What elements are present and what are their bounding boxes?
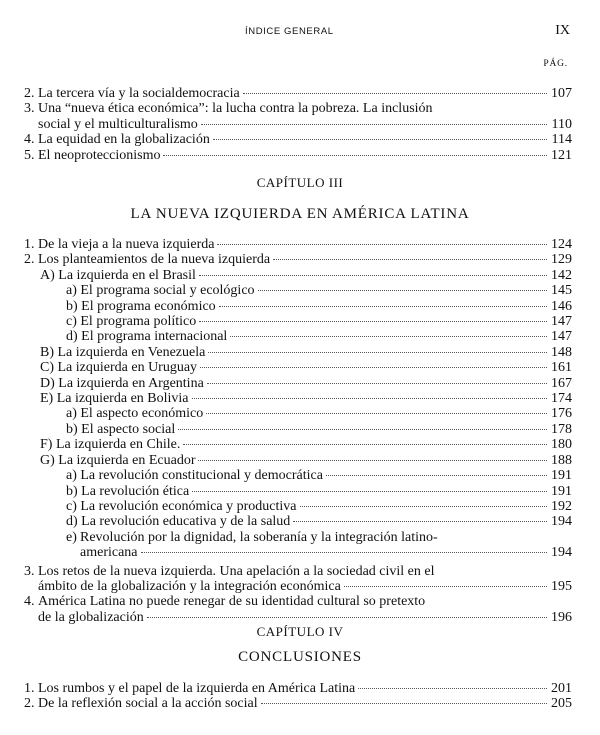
toc-entry[interactable]: d) El programa internacional 147	[66, 329, 572, 345]
toc-page-number: 196	[551, 609, 572, 625]
toc-page-number: 191	[551, 468, 572, 484]
toc-entry[interactable]: a) La revolución constitucional y democrática 191	[66, 468, 572, 484]
toc-entry[interactable]: c) La revolución económica y productiva 192	[66, 498, 572, 514]
toc-entry[interactable]: e) Revolución por la dignidad, la soberanía y la integración latino- americana 194	[66, 529, 572, 561]
chapter-title: CONCLUSIONES	[238, 649, 362, 665]
toc-page-number: 124	[551, 237, 572, 252]
toc-page-number: 194	[551, 514, 572, 530]
toc-entry[interactable]: D) La izquierda en Argentina 167	[40, 375, 572, 391]
toc-entry[interactable]: 3. Una “nueva ética económica”: la lucha contra la pobreza. La inclusión social y el multiculturalismo 110	[24, 101, 572, 132]
toc-entry[interactable]: 4. La equidad en la globalización 114	[24, 132, 572, 148]
toc-page-number: 178	[551, 421, 572, 437]
toc-page-number: 145	[551, 283, 572, 299]
toc-entry[interactable]: 3. Los retos de la nueva izquierda. Una apelación a la sociedad civil en el ámbito de la globalización y la integración económica 195	[24, 563, 572, 594]
toc-entry[interactable]: b) El aspecto social 178	[66, 421, 572, 437]
toc-page-number: 110	[551, 116, 572, 132]
toc-entry[interactable]: c) El programa político 147	[66, 314, 572, 330]
toc-entry[interactable]: 5. El neoproteccionismo 121	[24, 147, 572, 163]
page-header	[0, 23, 600, 42]
toc-page-number: 142	[551, 267, 572, 283]
toc-page-number: 121	[551, 147, 572, 163]
toc-page-number: 188	[551, 452, 572, 468]
toc-page-number: 194	[551, 545, 572, 561]
toc-entry[interactable]: 4. América Latina no puede renegar de su identidad cultural so pretexto de la globalización 196	[24, 594, 572, 625]
toc-page-number: 114	[551, 132, 572, 148]
toc-entry[interactable]: B) La izquierda en Venezuela 148	[40, 344, 572, 360]
toc-entry[interactable]: b) El programa económico 146	[66, 298, 572, 314]
toc-chapter-3	[24, 237, 572, 625]
toc-entry[interactable]: A) La izquierda en el Brasil 142	[40, 267, 572, 283]
toc-page-number: 147	[551, 329, 572, 345]
toc-page-number: 161	[551, 360, 572, 376]
running-head-title: ÍNDICE GENERAL	[245, 26, 334, 37]
toc-page-number: 205	[551, 696, 572, 712]
toc-page-number: 201	[551, 681, 572, 696]
toc-page-number: 107	[551, 86, 572, 101]
toc-page-number: 195	[551, 578, 572, 594]
toc-page-number: 147	[551, 314, 572, 330]
toc-entry[interactable]: 2. Los planteamientos de la nueva izquierda 129	[24, 252, 572, 268]
toc-page-number: 167	[551, 375, 572, 391]
toc-entry[interactable]: 1. Los rumbos y el papel de la izquierda en América Latina 201	[24, 681, 572, 696]
toc-page-number: 192	[551, 498, 572, 514]
toc-page-number: 174	[551, 391, 572, 407]
toc-entry[interactable]: F) La izquierda en Chile. 180	[40, 437, 572, 453]
toc-page-number: 129	[551, 252, 572, 268]
toc-entry[interactable]: a) El aspecto económico 176	[66, 406, 572, 422]
toc-page-number: 191	[551, 483, 572, 499]
toc-entry[interactable]: d) La revolución educativa y de la salud 194	[66, 514, 572, 530]
toc-chapter-4	[24, 681, 572, 712]
chapter-3-heading	[0, 175, 600, 223]
chapter-label: CAPÍTULO III	[256, 175, 344, 190]
toc-page-number: 148	[551, 344, 572, 360]
pag-column-label: PÁG.	[543, 59, 568, 69]
toc-entry[interactable]: G) La izquierda en Ecuador 188	[40, 452, 572, 468]
toc-entry[interactable]: b) La revolución ética 191	[66, 483, 572, 499]
toc-entry[interactable]: 2. La tercera vía y la socialdemocracia 107	[24, 86, 572, 101]
toc-entry[interactable]: C) La izquierda en Uruguay 161	[40, 360, 572, 376]
toc-page-number: 180	[551, 437, 572, 453]
chapter-title: LA NUEVA IZQUIERDA EN AMÉRICA LATINA	[130, 206, 470, 222]
toc-page-number: 146	[551, 298, 572, 314]
chapter-label: CAPÍTULO IV	[256, 624, 344, 639]
chapter-4-heading	[0, 624, 600, 666]
toc-entry[interactable]: 1. De la vieja a la nueva izquierda 124	[24, 237, 572, 252]
toc-section-top	[24, 86, 572, 163]
toc-entry[interactable]: E) La izquierda en Bolivia 174	[40, 391, 572, 407]
toc-entry[interactable]: 2. De la reflexión social a la acción social 205	[24, 696, 572, 712]
toc-page-number: 176	[551, 406, 572, 422]
toc-entry[interactable]: a) El programa social y ecológico 145	[66, 283, 572, 299]
page-number: IX	[555, 23, 570, 38]
